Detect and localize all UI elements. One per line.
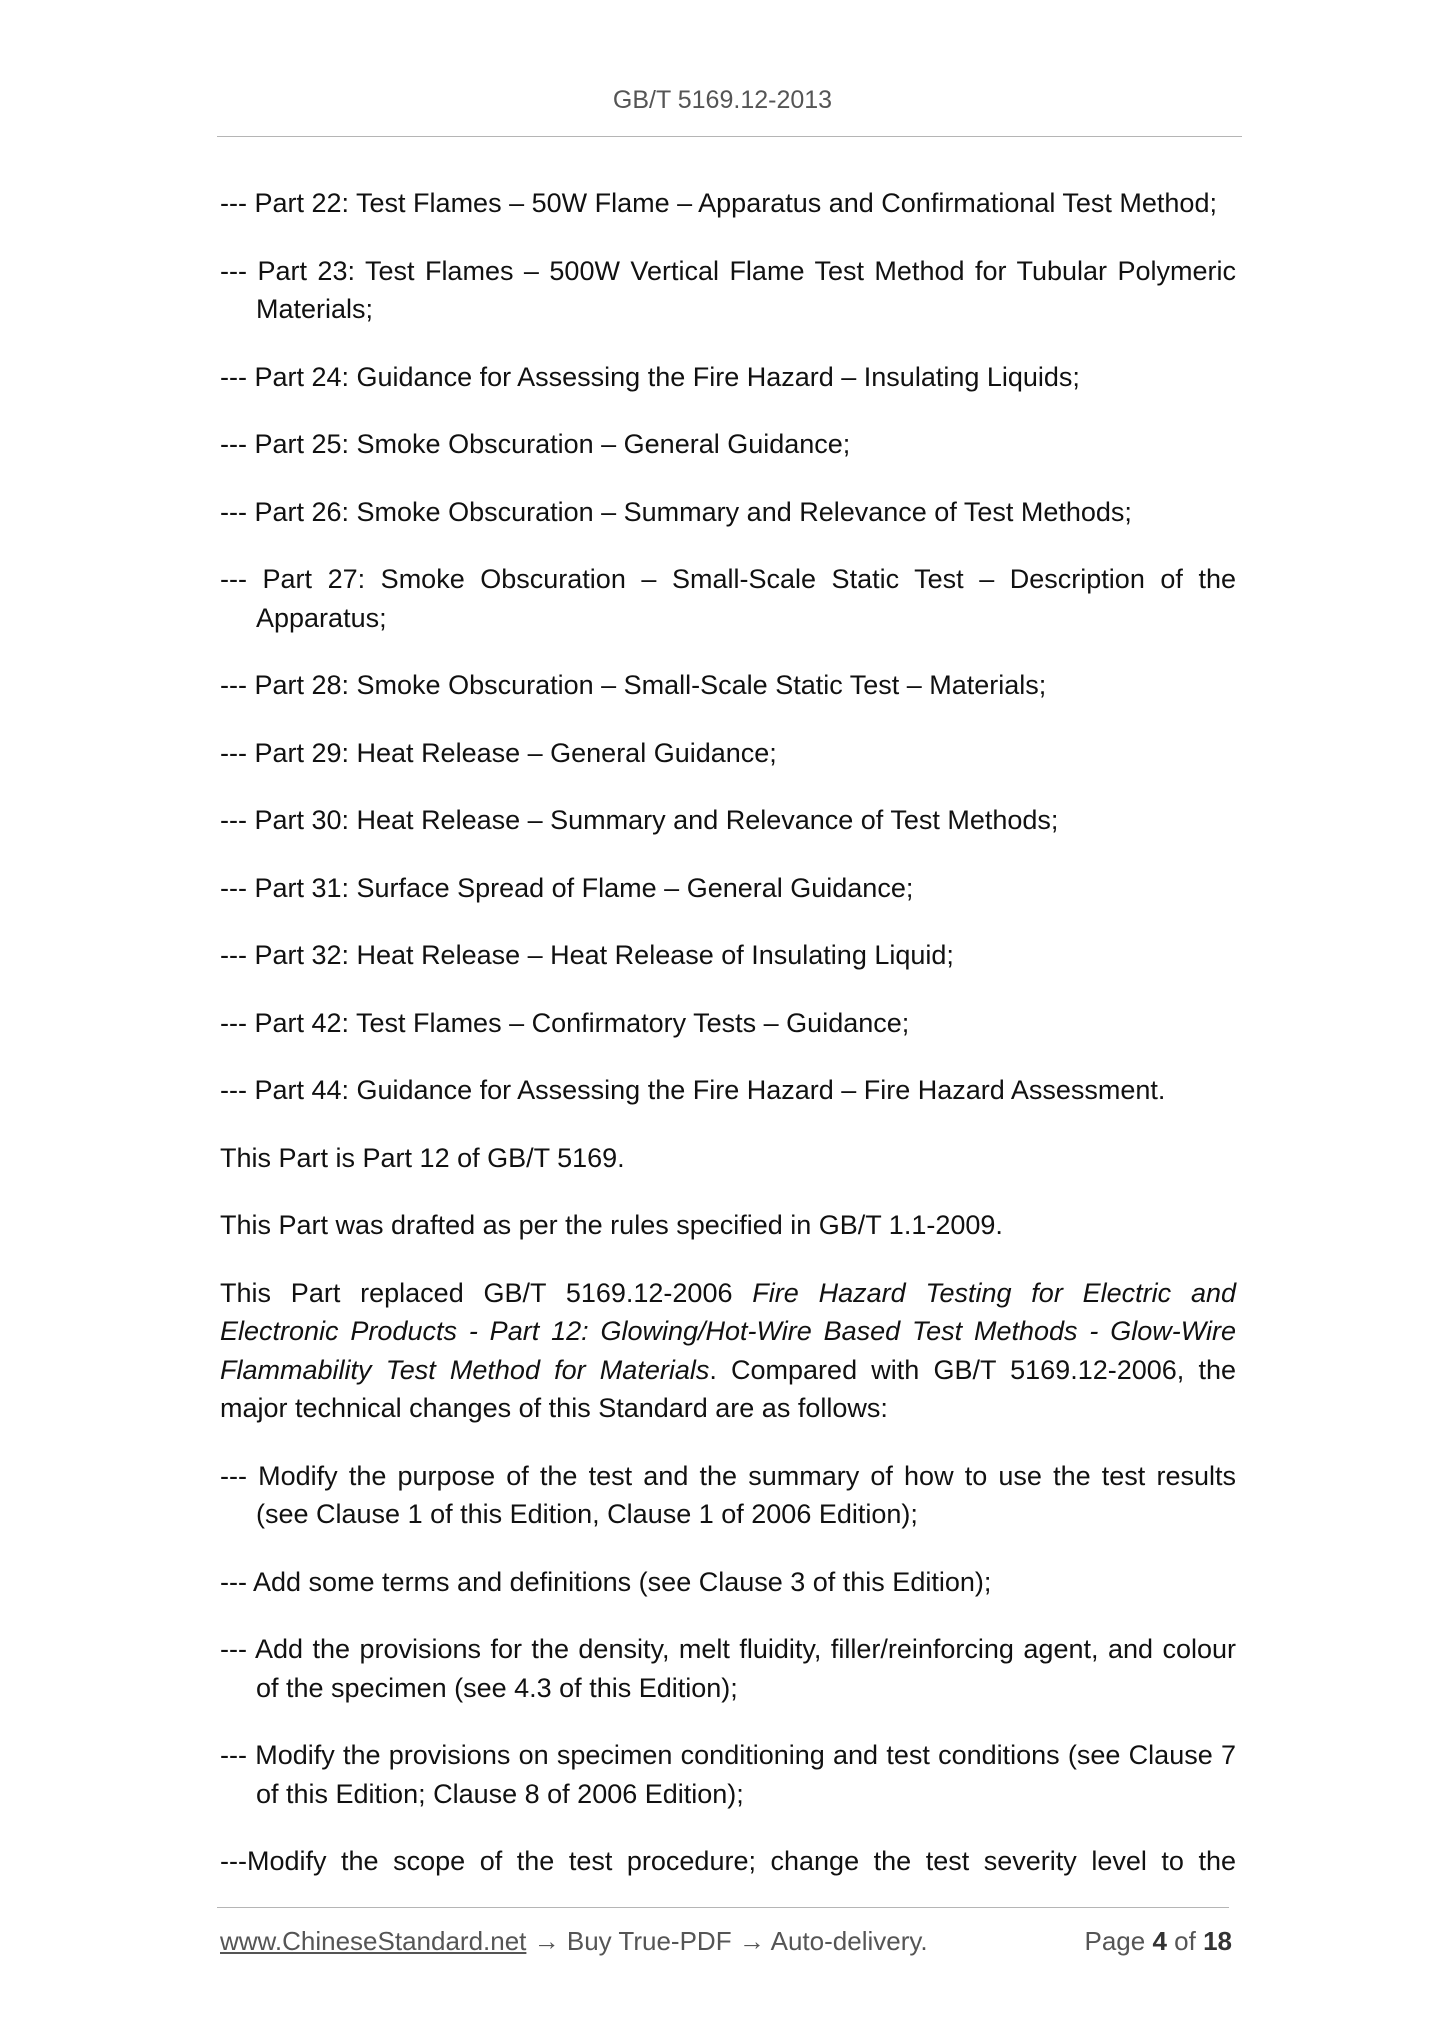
list-item: --- Part 28: Smoke Obscuration – Small-Scale Static Test – Materials;	[220, 670, 1047, 700]
list-item: --- Part 27: Smoke Obscuration – Small-Scale Static Test – Description of the Apparatus;	[220, 564, 1236, 633]
replaced-suffix: . Compared with GB/T 5169.12-2006, the major technical changes of this Standard are as follows:	[220, 1354, 1236, 1423]
change-item: --- Add the provisions for the density, melt fluidity, filler/reinforcing agent, and colour of the specimen (see 4.3 of this Edition);	[220, 1634, 1236, 1703]
part-of-paragraph: This Part is Part 12 of GB/T 5169.	[220, 1142, 625, 1173]
arrow-right-icon: →	[533, 1926, 560, 1956]
list-item: --- Part 44: Guidance for Assessing the Fire Hazard – Fire Hazard Assessment.	[220, 1075, 1166, 1105]
page-total: 18	[1203, 1926, 1232, 1956]
replaced-paragraph	[220, 1274, 1236, 1428]
document-body	[220, 184, 1236, 1881]
replaced-standard-title: Fire Hazard Testing for Electric and Electronic Products - Part 12: Glowing/Hot-Wire Based Test Methods - Glow-Wire Flammability Test Method for Materials	[220, 1277, 1236, 1385]
list-item: --- Part 32: Heat Release – Heat Release of Insulating Liquid;	[220, 940, 954, 970]
header-divider	[217, 136, 1242, 137]
change-item: ---Modify the scope of the test procedure; change the test severity level to the	[220, 1846, 1236, 1876]
change-item: --- Modify the provisions on specimen conditioning and test conditions (see Clause 7 of this Edition; Clause 8 of 2006 Edition);	[220, 1740, 1236, 1809]
list-item: --- Part 22: Test Flames – 50W Flame – Apparatus and Confirmational Test Method;	[220, 188, 1217, 218]
list-item: --- Part 26: Smoke Obscuration – Summary and Relevance of Test Methods;	[220, 496, 1132, 527]
buy-text: Buy True-PDF	[566, 1926, 732, 1956]
change-item: --- Modify the purpose of the test and the summary of how to use the test results (see Clause 1 of this Edition, Clause 1 of 2006 Edition);	[220, 1460, 1236, 1529]
list-item: --- Part 42: Test Flames – Confirmatory Tests – Guidance;	[220, 1007, 910, 1038]
replaced-prefix: This Part replaced GB/T 5169.12-2006	[220, 1277, 753, 1308]
of-label: of	[1174, 1926, 1196, 1956]
change-item: --- Add some terms and definitions (see Clause 3 of this Edition);	[220, 1566, 992, 1597]
arrow-right-icon: →	[738, 1926, 765, 1956]
footer-divider	[217, 1907, 1229, 1908]
list-item: --- Part 25: Smoke Obscuration – General Guidance;	[220, 429, 851, 459]
page-header: GB/T 5169.12-2013	[612, 86, 833, 114]
list-item: --- Part 24: Guidance for Assessing the Fire Hazard – Insulating Liquids;	[220, 361, 1080, 392]
list-item: --- Part 30: Heat Release – Summary and Relevance of Test Methods;	[220, 805, 1059, 835]
list-item: --- Part 23: Test Flames – 500W Vertical Flame Test Method for Tubular Polymeric Materials;	[220, 255, 1236, 324]
page-number: 4	[1152, 1926, 1167, 1956]
list-item: --- Part 29: Heat Release – General Guidance;	[220, 737, 777, 768]
drafted-paragraph: This Part was drafted as per the rules specified in GB/T 1.1-2009.	[220, 1210, 1003, 1240]
page-footer	[220, 1926, 1232, 1957]
list-item: --- Part 31: Surface Spread of Flame – General Guidance;	[220, 872, 914, 903]
page-label: Page	[1084, 1926, 1146, 1956]
delivery-text: Auto-delivery.	[770, 1926, 928, 1956]
website-link[interactable]: www.ChineseStandard.net	[220, 1926, 527, 1956]
page-indicator	[1084, 1926, 1232, 1957]
